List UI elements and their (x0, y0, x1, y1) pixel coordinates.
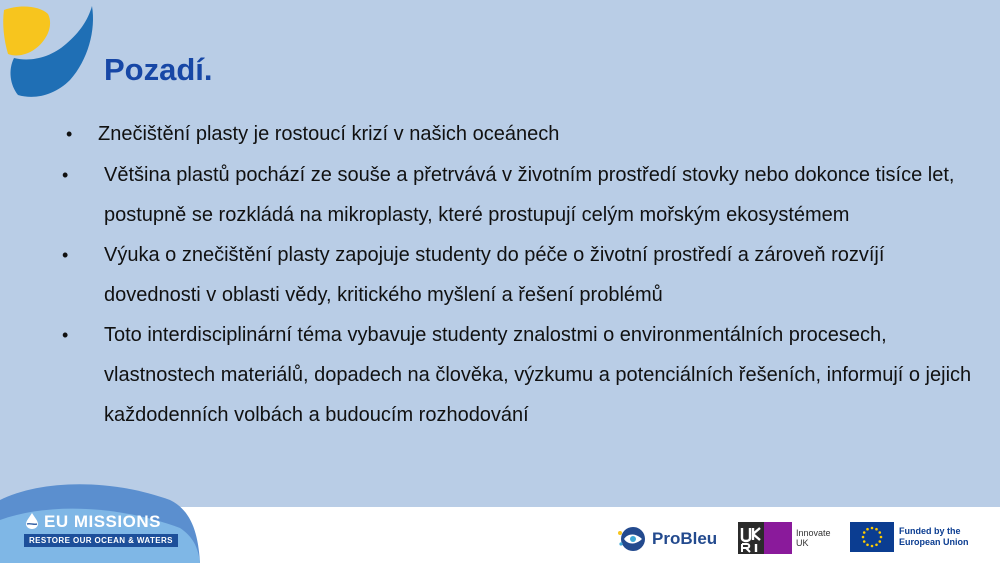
bullet-marker: • (62, 325, 69, 345)
bullet-marker: • (62, 245, 69, 265)
bullet-item (62, 315, 972, 435)
bullet-item (62, 235, 972, 315)
ukri-logo (738, 522, 840, 554)
eu-funded-logo (850, 522, 999, 552)
bullet-list (62, 114, 972, 435)
ukri-icon (738, 522, 792, 554)
eu-flag-icon (850, 522, 894, 552)
bullet-text: Výuka o znečištění plasty zapojuje studenty do péče o životní prostředí a zároveň rozvíjí dovednosti v oblasti vědy, kritického myšlení a řešení problémů (104, 244, 885, 306)
probleu-icon (616, 524, 648, 554)
eu-funded-label: Funded by the European Union (899, 526, 969, 547)
bullet-marker: • (66, 124, 73, 144)
bullet-text: Znečištění plasty je rostoucí krizí v našich oceánech (98, 123, 560, 145)
corner-logo-yellow-shape (3, 7, 50, 56)
eu-missions-logo (24, 512, 194, 558)
probleu-name: ProBleu (652, 529, 718, 548)
bullet-item (62, 114, 972, 154)
corner-logo (0, 0, 100, 100)
bullet-item (62, 155, 972, 235)
bullet-marker: • (62, 165, 69, 185)
eu-missions-subtitle: RESTORE OUR OCEAN & WATERS (24, 534, 178, 547)
eu-missions-title: EU MISSIONS (44, 512, 161, 531)
slide-title: Pozadí. (104, 52, 213, 87)
innovate-uk-label: Innovate UK (796, 528, 831, 548)
bullet-text: Toto interdisciplinární téma vybavuje studenty znalostmi o environmentálních procesech, vlastnostech materiálů, dopadech na člověka, výzkumu a potenciálních řešeních, informují o jejich každodenních volbách a budoucím rozhodování (104, 324, 972, 426)
bullet-text: Většina plastů pochází ze souše a přetrvává v životním prostředí stovky nebo dokonce tisíce let, postupně se rozkládá na mikroplasty, které prostupují celým mořským ekosystémem (104, 164, 955, 226)
water-drop-icon (24, 512, 40, 530)
probleu-logo (616, 524, 717, 554)
